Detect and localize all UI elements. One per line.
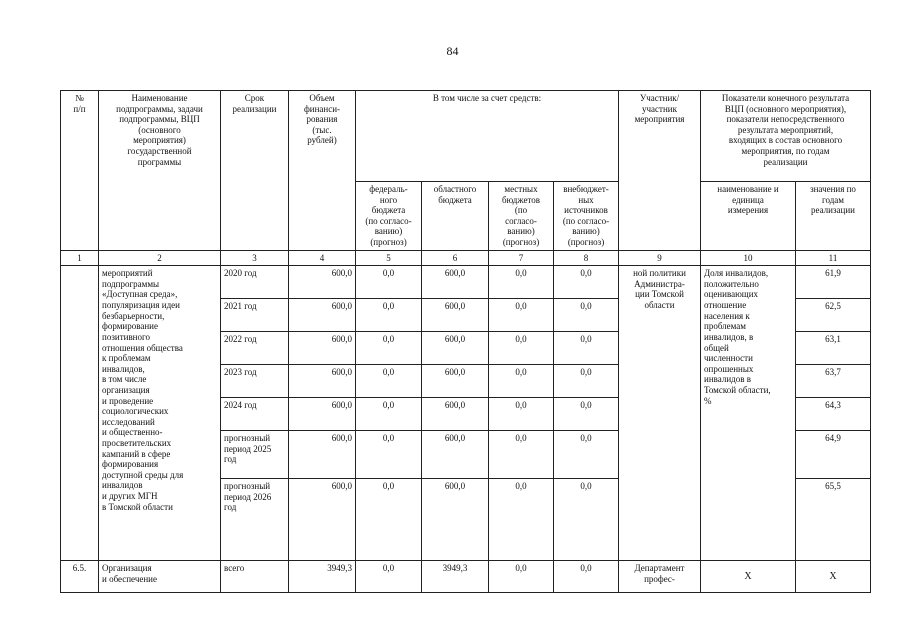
total-cell: 600,0: [289, 365, 356, 398]
regional-cell: 3949,3: [422, 561, 489, 593]
regional-cell: 600,0: [422, 299, 489, 332]
extra-cell: 0,0: [554, 299, 619, 332]
local-cell: 0,0: [489, 266, 554, 299]
total-cell: 600,0: [289, 332, 356, 365]
indicator-value-cell: 63,1: [796, 332, 871, 365]
total-cell: 600,0: [289, 398, 356, 431]
period-cell: 2021 год: [221, 299, 289, 332]
column-number: 1: [61, 250, 99, 266]
column-number: 3: [221, 250, 289, 266]
federal-cell: 0,0: [356, 561, 422, 593]
local-cell: 0,0: [489, 332, 554, 365]
extra-cell: 0,0: [554, 479, 619, 561]
local-cell: 0,0: [489, 561, 554, 593]
total-cell: 3949,3: [289, 561, 356, 593]
indicator-value-cell: 64,9: [796, 431, 871, 479]
header-indicators-group: Показатели конечного результата ВЦП (основного мероприятия), показатели непосредственного результата мероприятий, входящих в состав основного мероприятия, по годам реализации: [701, 91, 871, 182]
header-name: Наименование подпрограммы, задачи подпрограммы, ВЦП (основного мероприятия) государственной программы: [99, 91, 221, 251]
federal-cell: 0,0: [356, 431, 422, 479]
row-number-cell: 6.5.: [61, 561, 99, 593]
header-total: Объем финанси- рования (тыс. рублей): [289, 91, 356, 251]
period-cell: 2022 год: [221, 332, 289, 365]
indicator-value-cell: Х: [796, 561, 871, 593]
total-cell: 600,0: [289, 266, 356, 299]
federal-cell: 0,0: [356, 479, 422, 561]
column-number: 11: [796, 250, 871, 266]
federal-cell: 0,0: [356, 266, 422, 299]
program-table: [60, 90, 871, 593]
regional-cell: 600,0: [422, 431, 489, 479]
header-federal: федераль- ного бюджета (по согласо- ванию) (прогноз): [356, 182, 422, 251]
local-cell: 0,0: [489, 398, 554, 431]
header-indicator-name: наименование и единица измерения: [701, 182, 796, 251]
header-local: местных бюджетов (по согласо- ванию) (прогноз): [489, 182, 554, 251]
local-cell: 0,0: [489, 299, 554, 332]
local-cell: 0,0: [489, 479, 554, 561]
local-cell: 0,0: [489, 365, 554, 398]
table-row: [61, 561, 871, 593]
extra-cell: 0,0: [554, 431, 619, 479]
federal-cell: 0,0: [356, 332, 422, 365]
column-number: 5: [356, 250, 422, 266]
indicator-name-cell: Доля инвалидов, положительно оценивающих отношение населения к проблемам инвалидов, в общей численности опрошенных инвалидов в Томской области, %: [701, 266, 796, 561]
regional-cell: 600,0: [422, 332, 489, 365]
header-participant: Участник/ участник мероприятия: [619, 91, 701, 251]
table-row: [61, 266, 871, 299]
page-number: 84: [446, 44, 459, 58]
header-indicator-values: значения по годам реализации: [796, 182, 871, 251]
period-cell: всего: [221, 561, 289, 593]
local-cell: 0,0: [489, 431, 554, 479]
total-cell: 600,0: [289, 479, 356, 561]
activity-name: мероприятий подпрограммы «Доступная среда», популяризация идеи безбарьерности, формирование позитивного отношения общества к проблемам инвалидов, в том числе организация и проведение социологических исследований и общественно- просветительских кампаний в сфере формирования доступной среды для инвалидов и других МГН в Томской области: [99, 266, 221, 561]
indicator-name-cell: Х: [701, 561, 796, 593]
header-extra: внебюджет- ных источников (по согласо- ванию) (прогноз): [554, 182, 619, 251]
header-sources-group: В том числе за счет средств:: [356, 91, 619, 182]
extra-cell: 0,0: [554, 266, 619, 299]
participant-cell: ной политики Администра- ции Томской области: [619, 266, 701, 561]
regional-cell: 600,0: [422, 266, 489, 299]
column-number: 8: [554, 250, 619, 266]
indicator-value-cell: 61,9: [796, 266, 871, 299]
row-number-cell: [61, 266, 99, 561]
period-cell: 2023 год: [221, 365, 289, 398]
regional-cell: 600,0: [422, 398, 489, 431]
extra-cell: 0,0: [554, 561, 619, 593]
federal-cell: 0,0: [356, 398, 422, 431]
regional-cell: 600,0: [422, 365, 489, 398]
indicator-value-cell: 63,7: [796, 365, 871, 398]
total-cell: 600,0: [289, 431, 356, 479]
extra-cell: 0,0: [554, 398, 619, 431]
period-cell: 2020 год: [221, 266, 289, 299]
extra-cell: 0,0: [554, 365, 619, 398]
extra-cell: 0,0: [554, 332, 619, 365]
header-regional: областного бюджета: [422, 182, 489, 251]
federal-cell: 0,0: [356, 299, 422, 332]
indicator-value-cell: 65,5: [796, 479, 871, 561]
indicator-value-cell: 62,5: [796, 299, 871, 332]
column-number: 10: [701, 250, 796, 266]
period-cell: 2024 год: [221, 398, 289, 431]
activity-name: Организация и обеспечение: [99, 561, 221, 593]
column-number: 9: [619, 250, 701, 266]
header-period: Срок реализации: [221, 91, 289, 251]
header-number: № п/п: [61, 91, 99, 251]
participant-cell: Департамент профес-: [619, 561, 701, 593]
column-number: 7: [489, 250, 554, 266]
column-number: 6: [422, 250, 489, 266]
federal-cell: 0,0: [356, 365, 422, 398]
column-number: 4: [289, 250, 356, 266]
period-cell: прогнозный период 2026 год: [221, 479, 289, 561]
regional-cell: 600,0: [422, 479, 489, 561]
indicator-value-cell: 64,3: [796, 398, 871, 431]
total-cell: 600,0: [289, 299, 356, 332]
period-cell: прогнозный период 2025 год: [221, 431, 289, 479]
column-number-row: [61, 250, 871, 266]
column-number: 2: [99, 250, 221, 266]
